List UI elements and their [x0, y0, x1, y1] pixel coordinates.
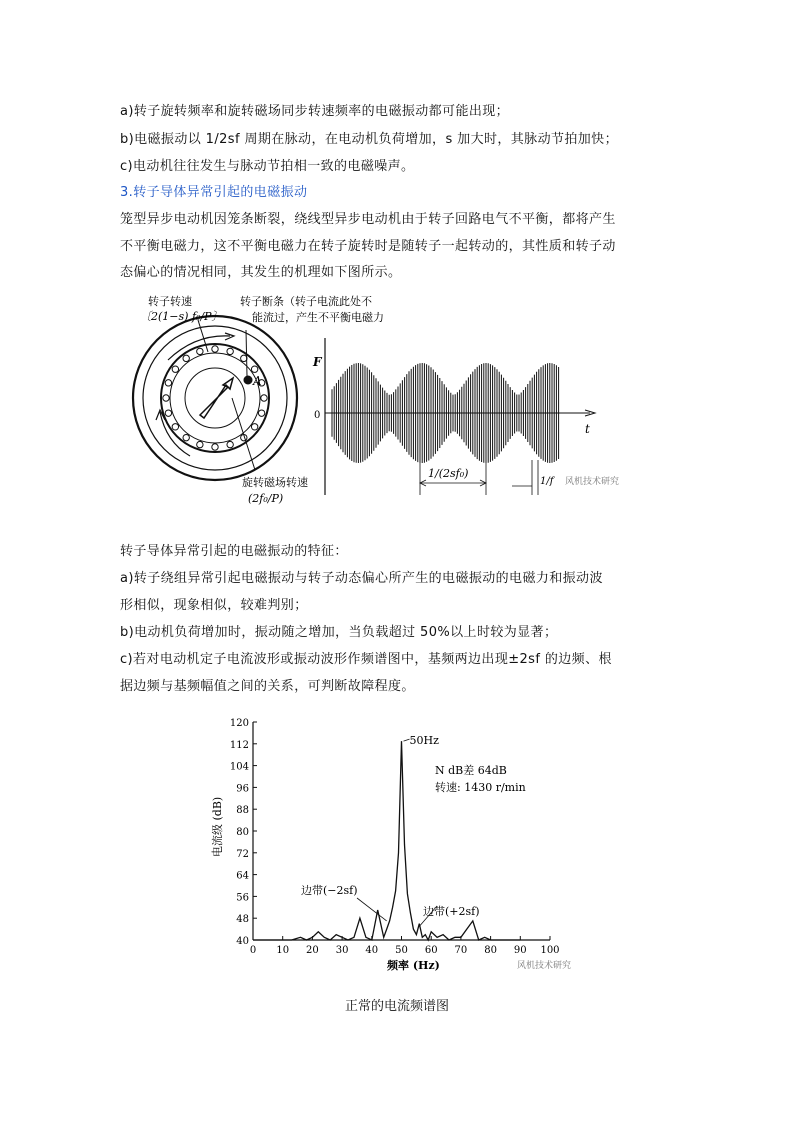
rotor-bar: [227, 441, 233, 447]
x-tick-label: 10: [276, 945, 290, 956]
y-tick-label: 112: [229, 739, 249, 751]
rotor-speed-label: 转子转速: [148, 295, 192, 308]
y-tick-label: 64: [236, 870, 249, 882]
rotor-bar: [163, 395, 169, 401]
rotor-bar: [172, 366, 178, 372]
rotor-diagram: [133, 294, 384, 505]
rotor-bar: [197, 441, 203, 447]
x-tick-label: 80: [484, 945, 497, 956]
rotor-bar: [261, 395, 267, 401]
rotor-speed-formula: 〔2(1−s) f₀/P〕: [140, 310, 223, 323]
y-axis-label: 电流级 (dB): [211, 796, 224, 857]
rotor-bar: [165, 410, 171, 416]
broken-bar-label-1: 转子断条（转子电流此处不: [240, 295, 372, 308]
rotor-bar: [165, 380, 171, 386]
intro-item-c: c)电动机往往发生与脉动节拍相一致的电磁噪声。: [120, 159, 415, 174]
x-tick-label: 70: [454, 945, 468, 956]
section-heading: 3.转子导体异常引起的电磁振动: [120, 185, 308, 200]
y-tick-label: 56: [236, 892, 249, 904]
feature-c-line-2: 据边频与基频幅值之间的关系，可判断故障程度。: [120, 679, 415, 694]
rotor-mechanism-figure: [120, 290, 670, 520]
y-tick-label: 40: [236, 936, 249, 947]
rotor-bar: [183, 355, 189, 361]
rotor-bar: [251, 424, 257, 430]
rotor-bar: [212, 346, 218, 352]
y-tick-label: 120: [229, 718, 249, 729]
period-label-2: 1/f: [540, 476, 554, 487]
current-spectrum-chart: [205, 712, 585, 982]
broken-bar-label-2: 能流过，产生不平衡电磁力: [252, 311, 384, 324]
x-tick-label: 100: [540, 945, 560, 956]
x-tick-label: 90: [513, 945, 527, 956]
intro-item-b: b)电磁振动以 1/2sf 周期在脉动，在电动机负荷增加，s 加大时，其脉动节拍加快；: [120, 132, 618, 147]
figure-caption: 正常的电流频谱图: [344, 999, 449, 1014]
y-tick-label: 96: [236, 783, 249, 795]
x-axis-label: 频率 (Hz): [387, 959, 440, 972]
x-tick-label: 20: [306, 945, 319, 956]
rotor-bar: [172, 424, 178, 430]
x-tick-label: 60: [424, 945, 438, 956]
y-tick-label: 80: [236, 827, 249, 838]
chart-annotation: 转速: 1430 r/min: [435, 781, 526, 794]
x-tick-label: 50: [395, 945, 408, 956]
y-tick-label: 48: [236, 914, 249, 926]
rotor-bar: [251, 366, 257, 372]
t-axis-label: t: [585, 422, 590, 436]
watermark: 风机技术研究: [565, 477, 620, 487]
body-line-1: 笼型异步电动机因笼条断裂，绕线型异步电动机由于转子回路电气不平衡，都将产生: [120, 212, 616, 227]
rotor-bar: [241, 355, 247, 361]
chart-annotation: 50Hz: [409, 734, 439, 748]
feature-a-line-2: 形相似，现象相似，较难判别；: [120, 598, 308, 613]
annotation-pointer: [357, 898, 387, 921]
period-label: 1/(2sf₀): [428, 467, 469, 480]
chart-annotation: 边带(+2sf): [423, 905, 480, 918]
rotor-bar: [227, 348, 233, 354]
x-tick-label: 40: [365, 945, 379, 956]
rotor-bar: [212, 444, 218, 450]
x-tick-label: 0: [249, 945, 257, 956]
feature-b: b)电动机负荷增加时，振动随之增加，当负载超过 50%以上时较为显著；: [120, 625, 558, 640]
rotor-bar: [183, 434, 189, 440]
field-speed-label: 旋转磁场转速: [242, 476, 308, 489]
x-tick-label: 30: [335, 945, 349, 956]
features-title: 转子导体异常引起的电磁振动的特征：: [120, 544, 348, 559]
rotor-bar: [258, 410, 264, 416]
chart-watermark: 风机技术研究: [517, 961, 572, 971]
body-line-3: 态偏心的情况相同，其发生的机理如下图所示。: [120, 265, 402, 280]
chart-annotation: 边带(−2sf): [301, 884, 358, 897]
y-tick-label: 88: [236, 805, 249, 817]
chart-annotation: N dB差 64dB: [435, 764, 507, 777]
feature-c-line-1: c)若对电动机定子电流波形或振动波形作频谱图中，基频两边出现±2sf 的边频、根: [120, 652, 612, 667]
field-speed-formula: (2f₀/P): [248, 492, 284, 505]
rotor-bar: [197, 348, 203, 354]
f-axis-label: F: [313, 355, 322, 369]
broken-bar-dot: [244, 376, 253, 385]
point-a-label: A: [253, 374, 262, 388]
zero-label: 0: [314, 410, 321, 421]
y-tick-label: 72: [236, 848, 249, 860]
feature-a-line-1: a)转子绕组异常引起电磁振动与转子动态偏心所产生的电磁振动的电磁力和振动波: [120, 571, 603, 586]
beat-waveform-plot: [312, 338, 619, 495]
body-line-2: 不平衡电磁力，这不平衡电磁力在转子旋转时是随转子一起转动的，其性质和转子动: [120, 239, 616, 254]
y-tick-label: 104: [229, 761, 249, 773]
intro-item-a: a)转子旋转频率和旋转磁场同步转速频率的电磁振动都可能出现；: [120, 104, 510, 119]
